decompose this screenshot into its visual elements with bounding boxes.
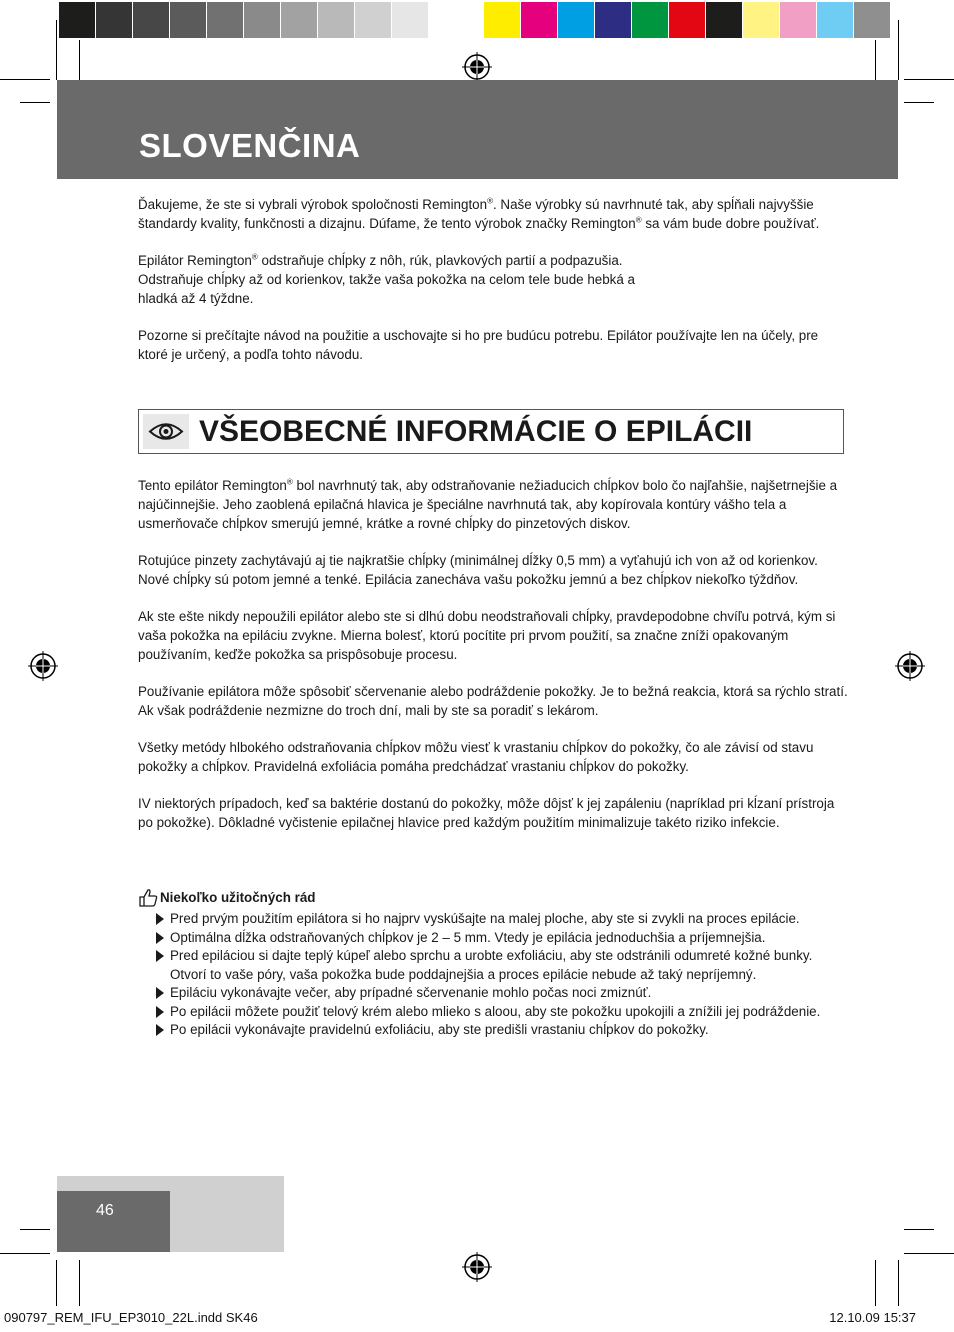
list-item: Pred epiláciou si dajte teplý kúpeľ alebo sprchu a urobte exfoliáciu, aby ste odstránili odumreté kožné bunky. Otvorí to vaše póry, vaša pokožka bude poddajnejšia a proces epilácie nebude až taký nepríjemný. (156, 947, 836, 984)
eye-icon (143, 414, 189, 449)
tips-list (156, 910, 836, 1040)
color-swatch (521, 2, 557, 38)
language-banner (57, 80, 898, 179)
color-swatch (595, 2, 631, 38)
crop-mark (898, 1260, 899, 1306)
color-swatch (96, 2, 132, 38)
crop-mark (904, 79, 954, 80)
slug-left: 090797_REM_IFU_EP3010_22L.indd SK46 (4, 1310, 258, 1325)
arrow-bullet-icon (156, 1024, 164, 1036)
crop-mark (904, 102, 934, 103)
crop-mark (898, 20, 899, 80)
crop-mark (79, 1260, 80, 1306)
color-swatch (392, 2, 428, 38)
color-swatch (558, 2, 594, 38)
intro-paragraph: Pozorne si prečítajte návod na použitie a uschovajte si ho pre budúcu potrebu. Epilátor používajte len na účely, pre ktoré je určený, a podľa tohto návodu. (138, 328, 819, 362)
crop-mark (0, 1253, 50, 1254)
crop-mark (56, 1260, 57, 1306)
crop-mark (904, 1229, 934, 1230)
color-swatch (484, 2, 520, 38)
body-paragraph: IV niektorých prípadoch, keď sa baktérie dostanú do pokožky, môže dôjsť k jej zapáleniu (napríklad pri kĺzaní prístroja po pokožke). Dôkladné vyčistenie epilačnej hlavice pred každým použitím minimalizuje takéto riziko infekcie. (138, 796, 835, 830)
color-swatch (244, 2, 280, 38)
crop-mark (56, 20, 57, 80)
list-item: Pred prvým použitím epilátora si ho najprv vyskúšajte na malej ploche, aby ste si zvykli na proces epilácie. (156, 910, 836, 929)
color-swatch (133, 2, 169, 38)
page-number: 46 (96, 1202, 114, 1219)
registration-mark-icon (895, 651, 925, 681)
page-title: SLOVENČINA (139, 127, 361, 164)
crop-mark (20, 1229, 50, 1230)
color-swatch (669, 2, 705, 38)
color-swatch (780, 2, 816, 38)
page-number-box (57, 1191, 170, 1252)
registration-mark-icon (462, 52, 492, 82)
crop-mark (875, 1260, 876, 1306)
color-swatch (170, 2, 206, 38)
color-swatch (817, 2, 853, 38)
body-paragraph: Tento epilátor Remington® bol navrhnutý tak, aby odstraňovanie nežiaducich chĺpkov bolo čo najľahšie, najšetrnejšie a najúčinnejšie. Jeho zaoblená epilačná hlavica je špeciálne navrhnutá tak, aby kopírovala kontúry vášho tela a usmerňovače chĺpkov smerujú jemné, krátke a rovné chĺpky do pinzetových diskov. (138, 477, 838, 531)
color-swatch (355, 2, 391, 38)
color-swatch (59, 2, 95, 38)
color-swatch (743, 2, 779, 38)
body-text (138, 476, 848, 850)
color-swatch (632, 2, 668, 38)
intro-text (138, 195, 848, 382)
intro-paragraph: Epilátor Remington® odstraňuje chĺpky z nôh, rúk, plavkových partií a podpazušia. Odstraňuje chĺpky až od korienkov, takže vaša pokožka na celom tele bude hebká a hladká až 4 týždne. (138, 252, 635, 306)
crop-mark (79, 40, 80, 80)
slug-right: 12.10.09 15:37 (829, 1310, 916, 1325)
gray-color-bar (59, 2, 466, 38)
list-item: Po epilácii vykonávajte pravidelnú exfoliáciu, aby ste predišli vrastaniu chĺpkov do pokožky. (156, 1021, 836, 1040)
thumbs-up-icon (138, 888, 158, 907)
section-heading (138, 409, 844, 454)
color-swatch (318, 2, 354, 38)
body-paragraph: Všetky metódy hlbokého odstraňovania chĺpkov môžu viesť k vrastaniu chĺpkov do pokožky, čo ale závisí od stavu pokožky a chĺpkov. Pravidelná exfoliácia pomáha predchádzať vrastaniu chĺpkov do pokožky. (138, 740, 814, 774)
arrow-bullet-icon (156, 987, 164, 999)
intro-paragraph: Ďakujeme, že ste si vybrali výrobok spoločnosti Remington®. Naše výrobky sú navrhnuté tak, aby spĺňali najvyššie štandardy kvality, funkčnosti a dizajnu. Dúfame, že tento výrobok značky Remington® sa vám bude dobre používať. (138, 196, 820, 231)
arrow-bullet-icon (156, 950, 164, 962)
footer-tab (170, 1176, 284, 1252)
body-paragraph: Ak ste ešte nikdy nepoužili epilátor alebo ste si dlhú dobu neodstraňovali chĺpky, pravdepodobne chvíľu potrvá, kým si vaša pokožka na epiláciu zvykne. Mierna bolesť, ktorú pocítite pri prvom použití, sa značne zníži opakovaným používaním, keďže pokožka sa prispôsobuje procesu. (138, 609, 836, 662)
footer-tab (57, 1176, 170, 1191)
arrow-bullet-icon (156, 932, 164, 944)
crop-mark (904, 1253, 954, 1254)
list-item: Po epilácii môžete použiť telový krém alebo mlieko s aloou, aby ste pokožku upokojili a znížili jej podráždenie. (156, 1003, 836, 1022)
color-swatch (207, 2, 243, 38)
color-swatch (854, 2, 890, 38)
process-color-bar (484, 2, 891, 38)
body-paragraph: Rotujúce pinzety zachytávajú aj tie najkratšie chĺpky (minimálnej dĺžky 0,5 mm) a vyťahujú ich von až od korienkov. Nové chĺpky sú potom jemné a tenké. Epilácia zanecháva vašu pokožku jemnú a bez chĺpkov niekoľko týždňov. (138, 553, 818, 587)
arrow-bullet-icon (156, 1006, 164, 1018)
registration-mark-icon (462, 1252, 492, 1282)
body-paragraph: Používanie epilátora môže spôsobiť sčervenanie alebo podráždenie pokožky. Je to bežná reakcia, ktorá sa rýchlo stratí. Ak však podráždenie nezmizne do troch dní, mali by ste sa poradiť s lekárom. (138, 684, 848, 718)
color-swatch (429, 2, 465, 38)
color-swatch (706, 2, 742, 38)
registration-mark-icon (28, 651, 58, 681)
tips-heading: Niekoľko užitočných rád (138, 888, 315, 907)
crop-mark (20, 102, 50, 103)
crop-mark (875, 40, 876, 80)
crop-mark (0, 79, 50, 80)
list-item: Optimálna dĺžka odstraňovaných chĺpkov je 2 – 5 mm. Vtedy je epilácia jednoduchšia a príjemnejšia. (156, 929, 836, 948)
section-title: VŠEOBECNÉ INFORMÁCIE O EPILÁCII (199, 415, 753, 448)
color-swatch (281, 2, 317, 38)
list-item: Epiláciu vykonávajte večer, aby prípadné sčervenanie mohlo počas noci zmiznúť. (156, 984, 836, 1003)
arrow-bullet-icon (156, 913, 164, 925)
